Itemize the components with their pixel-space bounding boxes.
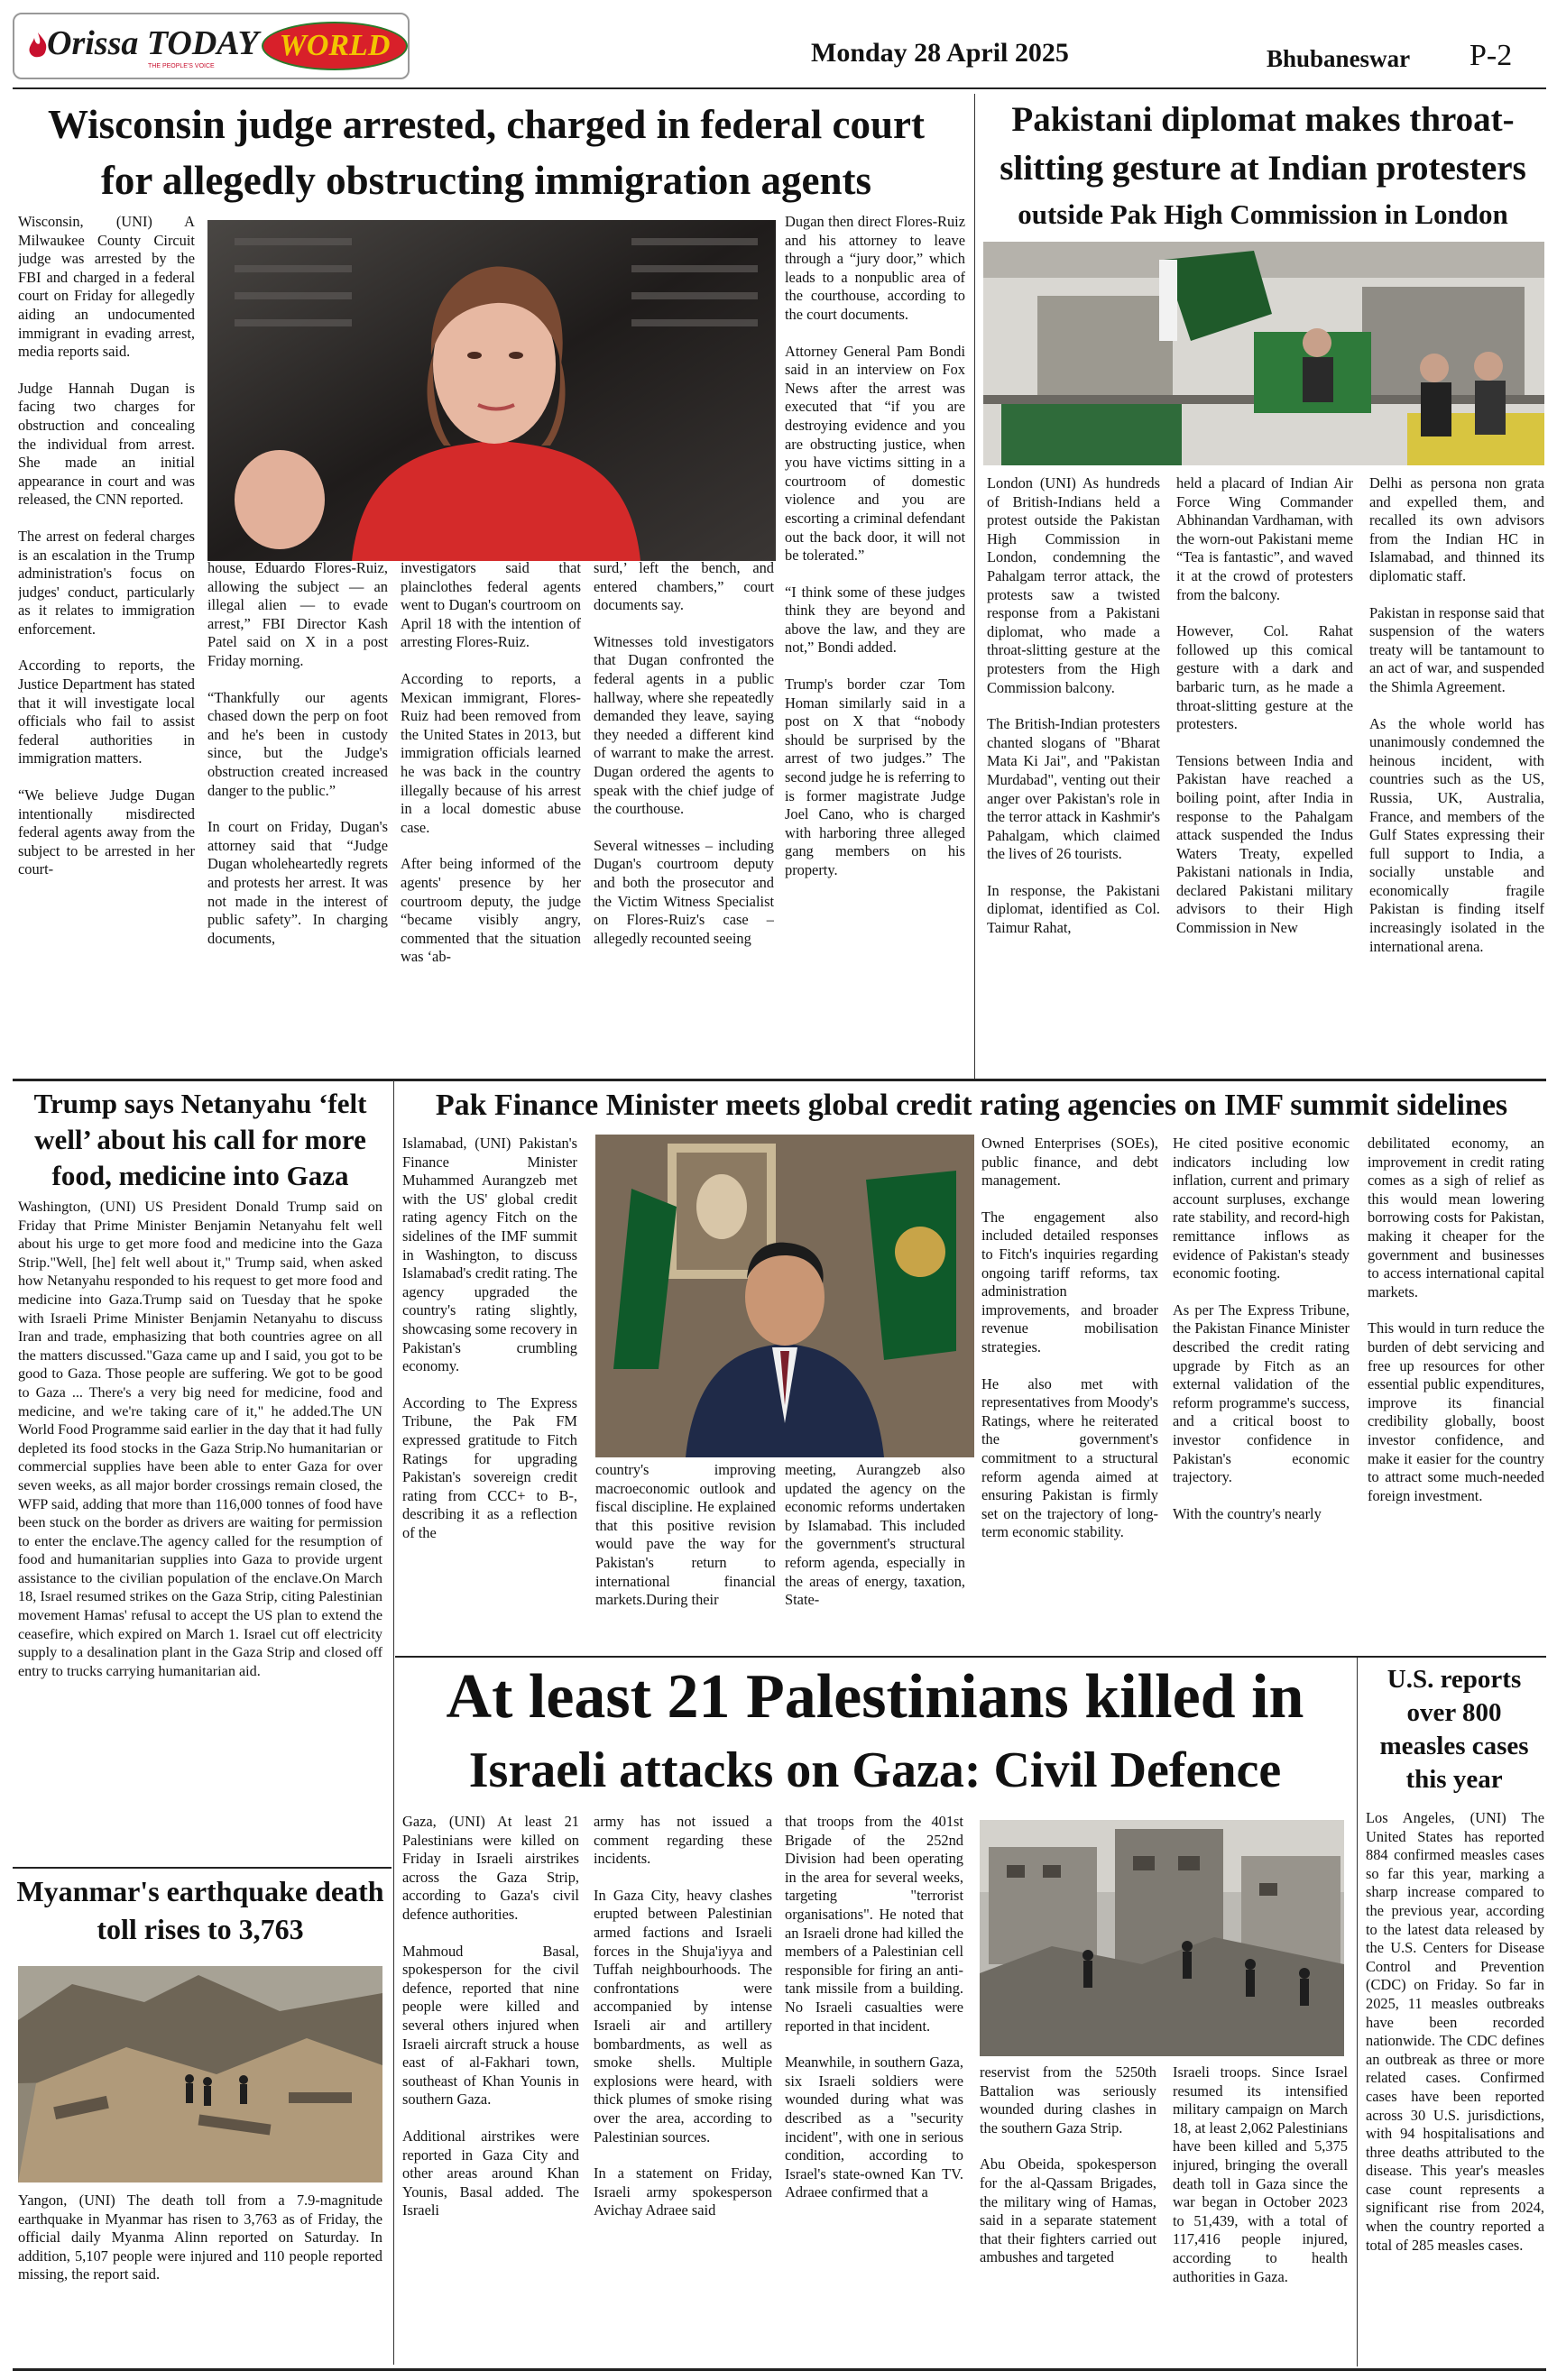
wisconsin-col-2: house, Eduardo Flores-Ruiz, allowing the subject — an illegal alien — to evade arrest,” FBI Director Kash Patel said on X in a post Friday morning. “Thankfully our agents chased down the perp on foot and he's been in custody since, but the Judge's obstruction created increased danger to the public.” In court on Friday, Dugan's attorney said that “Judge Dugan wholeheartedly regrets and protests her arrest. It was not made in the interest of public safety”. In charging documents,: [207, 559, 388, 947]
divider-horizontal-mid: [13, 1079, 1546, 1081]
brand-name: Orissa TODAY: [47, 24, 259, 62]
judge-photo-art: [207, 220, 776, 561]
finance-minister-photo: [595, 1135, 974, 1457]
wisconsin-col-5: Dugan then direct Flores-Ruiz and his attorney to leave through a “jury door,” which leads to a nonpublic area of the courthouse, according to the court documents. Attorney General Pam Bondi said in an interview on Fox News after the arrest was executed that “if you are destroying evidence and you are obstructing justice, when you have victims sitting in a courtroom of domestic violence and you are escorting a criminal defendant out the back door, it will not be tolerated.” “I think some of these judges think they are beyond and above the law, and they are not,” Bondi added. Trump's border czar Tom Homan similarly said in a post on X that “nobody should be surprised by the arrest of two judges.” The second judge he is referring to is former magistrate Judge Joel Cano, who is charged with harboring three alleged gang members on his property.: [785, 213, 965, 878]
divider-vertical-left: [393, 1080, 394, 2365]
gaza-col-2: army has not issued a comment regarding these incidents. In Gaza City, heavy clashes erupted between Palestinian armed factions and Israeli forces in the Shuja'iyya and Tuffah neighbourhoods. The confrontations were accompanied by intense Israeli air and artillery bombardments, as well as smoke shells. Multiple explosions were heard, with thick plumes of smoke rising over the area, according to Palestinian sources. In a statement on Friday, Israeli army spokesperson Avichay Adraee said: [594, 1813, 772, 2219]
divider-footer: [13, 2368, 1546, 2371]
headline-pak-diplomat-1: Pakistani diplomat makes throat-: [1011, 100, 1515, 139]
measles-body: Los Angeles, (UNI) The United States has reported 884 confirmed measles cases so far this year, marking a sharp increase compared to the previous year, according to the latest data released by the U.S. Centers for Disease Control and Prevention (CDC) on Friday. So far in 2025, 11 measles outbreaks have been recorded nationwide. The CDC defines an outbreak as three or more related cases. Confirmed cases have been reported across 30 U.S. jurisdictions, with 94 hospitalisations and three deaths attributed to the disease. This year's measles case count represents a significant rise from 2024, when the country reported a total of 285 measles cases.: [1366, 1809, 1544, 2254]
trump-gaza-body: Washington, (UNI) US President Donald Trump said on Friday that Prime Minister Benjamin Netanyahu felt well about his urge to get more food and medicine into the Gaza Strip."Well, [he] felt well about it," Trump said, when asked how Netanyahu responded to his request to get more food and medicine into Gaza.Trump said on Tuesday that he spoke with Israeli Prime Minister Benjamin Netanyahu to discuss Iran and trade, emphasizing that both countries agree on all the matters discussed."Gaza came up and I said, you got to be good to Gaza. Those people are suffering. We got to be good to Gaza ... There's a very big need for medicine, food and medicine, and we're taking care of it," he added.The UN World Food Programme said earlier in the day that it had fully depleted its food stocks in the Gaza Strip.No humanitarian or commercial supplies have been able to enter Gaza for over seven weeks, as all major border crossings remain closed, the WFP said, adding that more than 116,000 tonnes of food have been stuck on the border as drivers are waiting for permission to enter the enclave.The agency called for the resumption of food and humanitarian supplies into Gaza to provide urgent assistance to the civilian population of the enclave.On March 18, Israel resumed strikes on the Gaza Strip, citing Palestinian movement Hamas' refusal to accept the US plan to extend the ceasefire, which expired on March 1. Israel cut off electricity supply to a desalination plant in the Gaza Strip and closed off entry to trucks carrying humanitarian aid.: [18, 1199, 382, 1679]
issue-city: Bhubaneswar: [1267, 45, 1411, 72]
wisconsin-col-4: surd,’ left the bench, and entered chambers,” court documents say. Witnesses told investigators that Dugan confronted the federal agents in a public hallway, where she repeatedly demanded they leave, saying they needed a different kind of warrant to make the arrest. Dugan ordered the agents to speak with the chief judge of the courthouse. Several witnesses – including Dugan's courtroom deputy and both the prosecutor and the Victim Witness Specialist on Flores-Ruiz's case – allegedly recounted seeing: [594, 559, 774, 947]
myanmar-photo-art: [18, 1966, 382, 2182]
gaza-col-4: reservist from the 5250th Battalion was seriously wounded during clashes in the southern Gaza Strip. Abu Obeida, spokesperson for the al-Qassam Brigades, the military wing of Hamas, said in a separate statement that their fighters carried out ambushes and targeted: [980, 2063, 1156, 2266]
pak-finance-col-4: Owned Enterprises (SOEs), public finance, and debt management. The engagement also included detailed responses to Fitch's inquiries regarding ongoing tariff reforms, tax administration improvements, and broader revenue mobilisation strategies. He also met with representatives from Moody's Ratings, where he reiterated the government's commitment to a structural reform agenda aimed at ensuring Pakistan is firmly set on the trajectory of long-term economic stability.: [981, 1135, 1158, 1541]
pak-finance-col-6: debilitated economy, an improvement in credit rating comes as a sigh of relief as this would mean lowering borrowing costs for Pakistan, making it cheaper for the government and businesses to access international capital markets. This would in turn reduce the burden of debt servicing and free up resources for other essential public expenditures, improve its financial credibility globally, boost investor confidence, and make it easier for the country to attract some much-needed foreign investment.: [1368, 1135, 1544, 1504]
headline-myanmar: Myanmar's earthquake death toll rises to 3,763: [16, 1875, 384, 1945]
pak-finance-col-2: country's improving macroeconomic outlook and fiscal discipline. He explained that this positive revision would pave the way for Pakistan's return to international financial markets.During their: [595, 1461, 776, 1609]
headline-pak-finance: Pak Finance Minister meets global credit rating agencies on IMF summit sidelines: [435, 1089, 1508, 1122]
pak-finance-col-3: meeting, Aurangzeb also updated the agency on the economic reforms undertaken by Islamabad. This included the government's structural reform agenda, especially in the areas of energy, taxation, State-: [785, 1461, 965, 1609]
pak-finance-col-5: He cited positive economic indicators including low inflation, current and primary account surpluses, exchange rate stability, and record-high remittance inflows as evidence of Pakistan's steady economic footing. As per The Express Tribune, the Pakistan Finance Minister described the credit rating upgrade by Fitch as an external validation of the reform programme's success, and a critical boost to investor confidence in Pakistan's economic trajectory. With the country's nearly: [1173, 1135, 1350, 1522]
gaza-col-5: Israeli troops. Since Israel resumed its intensified military campaign on March 18, at least 2,062 Palestinians have been killed and 5,375 injured, bringing the overall death toll in Gaza since the war began in October 2023 to 51,439, with a total of 117,416 people injured, according to health authorities in Gaza.: [1173, 2063, 1348, 2285]
issue-date: Monday 28 April 2025: [811, 38, 1069, 68]
headline-gaza-2: Israeli attacks on Gaza: Civil Defence: [468, 1742, 1282, 1798]
divider-finance-gaza: [395, 1656, 1546, 1658]
pak-diplomat-col-1: London (UNI) As hundreds of British-Indians held a protest outside the Pakistan High Commission in London, condemning the Pahalgam terror attack, the protests saw a twisted response from a Pakistani diplomat, who made a throat-slitting gesture at the protesters from the High Commission balcony. The British-Indian protesters chanted slogans of "Bharat Mata Ki Jai", and "Pakistan Murdabad", venting out their anger over Pakistan's role in the terror attack in Kashmir's Pahalgam, which claimed the lives of 26 tourists. In response, the Pakistani diplomat, identified as Col. Taimur Rahat,: [987, 474, 1160, 937]
earthquake-rubble-photo: [18, 1966, 382, 2182]
divider-trump-myanmar: [13, 1867, 392, 1869]
masthead: [13, 13, 1546, 83]
headline-wisconsin-2: for allegedly obstructing immigration agents: [100, 158, 872, 203]
pak-diplomat-col-3: Delhi as persona non grata and expelled them, and recalled its own advisors from the Indian HC in Islamabad, and thinned its diplomatic staff. Pakistan in response said that suspension of the waters treaty will be tantamount to an act of war, and suspended the Shimla Agreement. As the whole world has unanimously condemned the heinous incident, with countries such as the US, Russia, UK, Australia, France, and members of the Gulf States expressing their full support to India, a socially unstable and economically fragile Pakistan is finding itself increasingly isolated in the international arena.: [1369, 474, 1544, 955]
london-photo-art: [983, 242, 1544, 465]
gaza-photo-art: [980, 1820, 1344, 2056]
pak-diplomat-col-2: held a placard of Indian Air Force Wing Commander Abhinandan Vardhaman, with the worn-out Pakistani meme “Tea is fantastic”, and waved it at the crowd of protesters from the balcony. However, Col. Rahat followed up this comical gesture with a dark and barbaric turn, as he made a throat-slitting gesture at the protesters. Tensions between India and Pakistan have reached a boiling point, after India in response to the Pahalgam attack suspended the Indus Waters Treaty, expelled Pakistani nationals in India, declared Pakistani military advisors to their High Commission in New: [1176, 474, 1353, 937]
wisconsin-col-3: investigators said that plainclothes federal agents went to Dugan's courtroom on April 18 with the intention of arresting Flores-Ruiz. According to reports, a Mexican immigrant, Flores-Ruiz had been removed from the United States in 2013, but immigration officials learned he was back in the country illegally because of his arrest in a local domestic abuse case. After being informed of the agents' presence by her courtroom deputy, the judge “became visibly angry, commented that the situation was ‘ab-: [401, 559, 581, 966]
gaza-col-3: that troops from the 401st Brigade of the 252nd Division had been operating in the area for several weeks, targeting "terrorist organisations". He noted that an Israeli drone had killed the members of a Palestinian cell responsible for firing an anti-tank missile from a building. No Israeli casualties were reported in that incident. Meanwhile, in southern Gaza, six Israeli soldiers were wounded during what was described as a "security incident", with one in serious condition, according to Israel's state-owned Kan TV. Adraee confirmed that a: [785, 1813, 963, 2201]
headline-gaza-1: At least 21 Palestinians killed in: [446, 1662, 1304, 1732]
finance-photo-art: [595, 1135, 974, 1457]
brand-tagline: THE PEOPLE'S VOICE: [148, 63, 215, 69]
london-protest-photo: [983, 242, 1544, 465]
wisconsin-col-1: Wisconsin, (UNI) A Milwaukee County Circuit judge was arrested by the FBI and charged in a federal court on Friday for allegedly aiding an undocumented immigrant in evading arrest, media reports said. Judge Hannah Dugan is facing two charges for obstruction and concealing the individual from arrest. She made an initial appearance in court and was released, the CNN reported. The arrest on federal charges is an escalation in the Trump administration's focus on judges' conduct, particularly as it relates to immigration enforcement. According to reports, the Justice Department has stated that it will investigate local officials who fail to assist federal authorities in immigration matters. “We believe Judge Dugan intentionally misdirected federal agents away from the subject to be arrested in her court-: [18, 213, 195, 878]
masthead-rule: [13, 87, 1546, 89]
divider-vertical-top: [974, 94, 975, 1079]
judge-photo: [207, 220, 776, 561]
divider-vertical-right: [1357, 1658, 1358, 2366]
headline-wisconsin-1: Wisconsin judge arrested, charged in federal court: [47, 102, 925, 147]
page-number: P-2: [1469, 39, 1513, 72]
headline-trump-gaza: Trump says Netanyahu ‘felt well’ about his call for more food, medicine into Gaza: [33, 1088, 367, 1191]
gaza-destruction-photo: [980, 1820, 1344, 2056]
headline-pak-diplomat-2: slitting gesture at Indian protesters: [1000, 149, 1526, 188]
headline-measles: U.S. reports over 800 measles cases this year: [1379, 1665, 1529, 1794]
myanmar-body: Yangon, (UNI) The death toll from a 7.9-magnitude earthquake in Myanmar has risen to 3,763 as of Friday, the official daily Myanma Alinn reported on Saturday. In addition, 5,107 people were injured and 110 people reported missing, the report said.: [18, 2192, 382, 2284]
headline-pak-diplomat-3: outside Pak High Commission in London: [1018, 198, 1508, 230]
pak-finance-col-1: Islamabad, (UNI) Pakistan's Finance Minister Muhammed Aurangzeb met with the US' global credit rating agency Fitch on the sidelines of the IMF summit in Washington, to discuss Islamabad's credit rating. The agency upgraded the country's rating slightly, showcasing some recovery in Pakistan's crumbling economy. According to The Express Tribune, the Pak FM expressed gratitude to Fitch Ratings for upgrading Pakistan's sovereign credit rating from CCC+ to B-, describing it as a reflection of the: [402, 1135, 577, 1541]
gaza-col-1: Gaza, (UNI) At least 21 Palestinians were killed on Friday in Israeli airstrikes across the Gaza Strip, according to Gaza's civil defence authorities. Mahmoud Basal, spokesperson for the civil defence, reported that nine people were killed and several others injured when Israeli aircraft struck a house east of al-Fakhari town, southeast of Khan Younis in southern Gaza. Additional airstrikes were reported in Gaza City and other areas around Khan Younis, Basal added. The Israeli: [402, 1813, 579, 2219]
section-label: WORLD: [279, 29, 391, 62]
